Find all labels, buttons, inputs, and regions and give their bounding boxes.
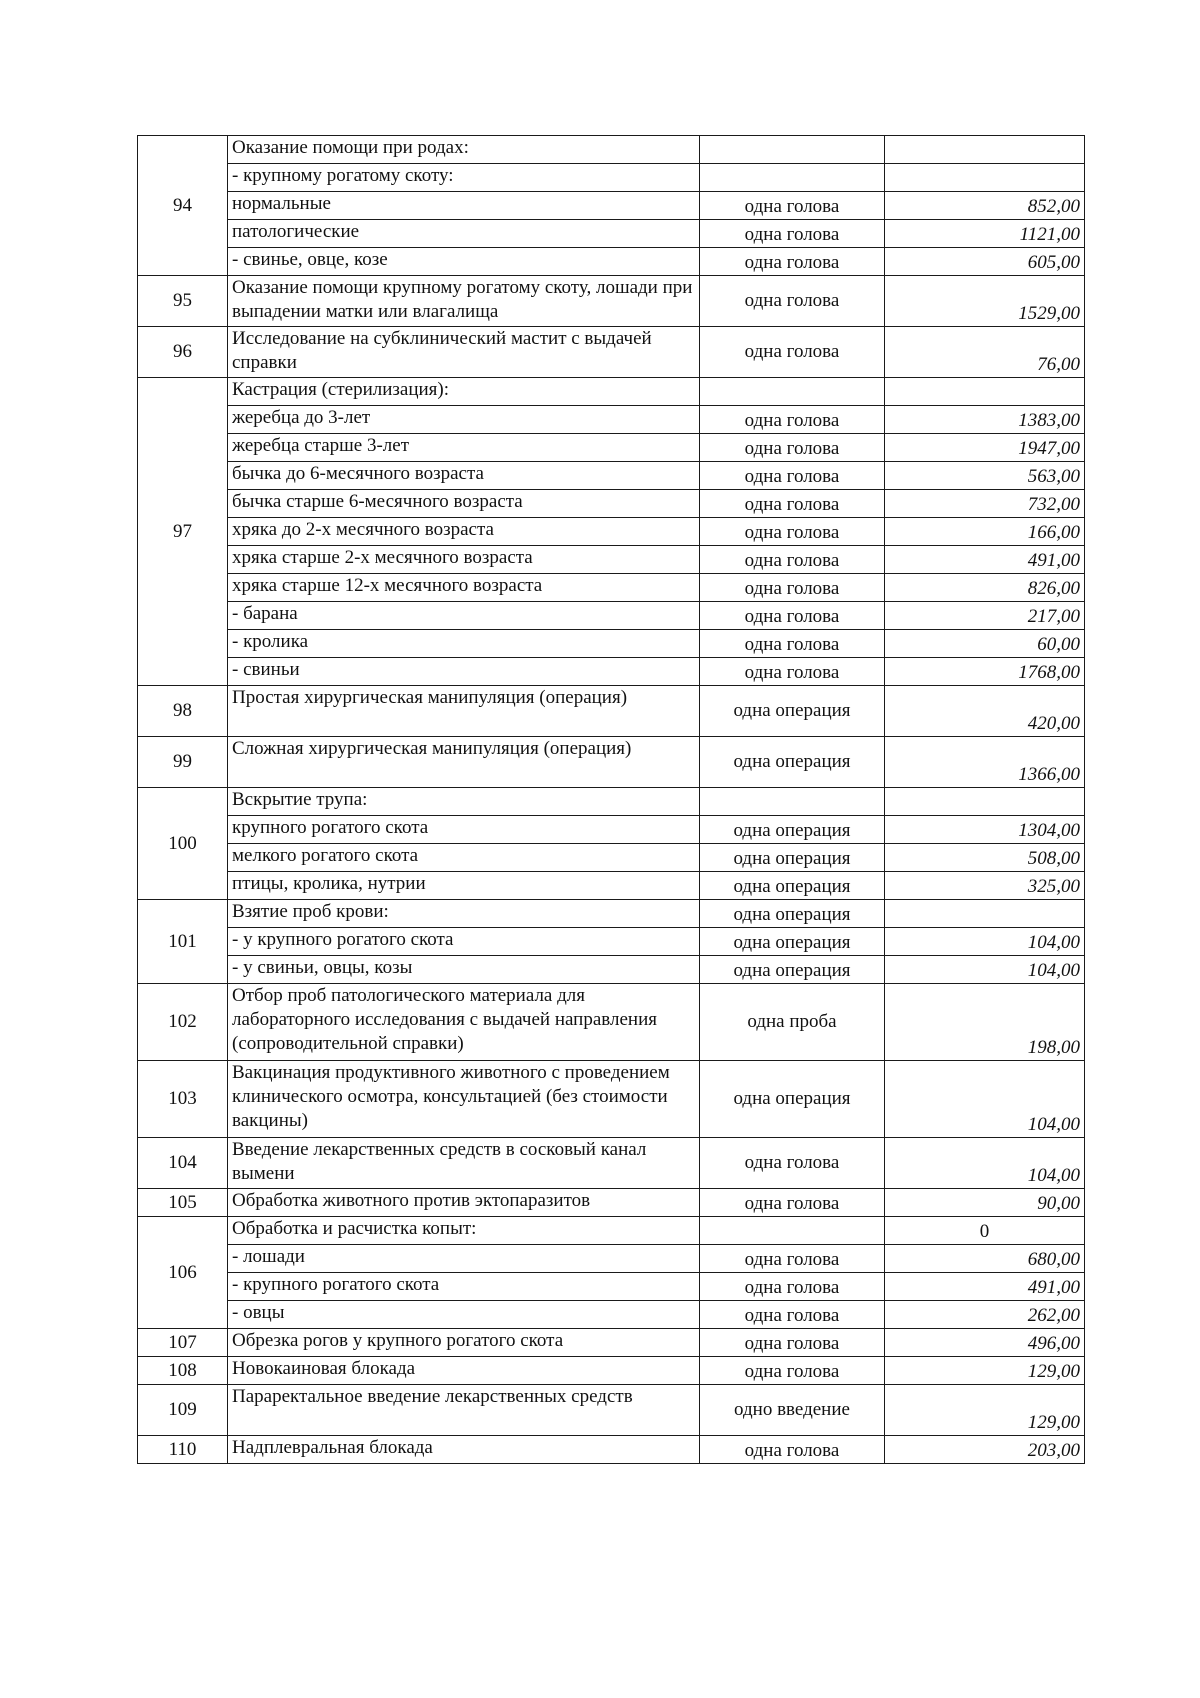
service-name: - крупному рогатому скоту: bbox=[228, 164, 700, 192]
service-name: Вскрытие трупа: bbox=[228, 788, 700, 816]
table-row bbox=[138, 276, 1085, 327]
price-cell: 166,00 bbox=[885, 518, 1085, 546]
service-name: Оказание помощи при родах: bbox=[228, 136, 700, 164]
table-row bbox=[138, 737, 1085, 788]
service-name: крупного рогатого скота bbox=[228, 816, 700, 844]
unit-cell: одна операция bbox=[700, 872, 885, 900]
unit-cell: одна голова bbox=[700, 1245, 885, 1273]
price-cell: 732,00 bbox=[885, 490, 1085, 518]
price-cell: 826,00 bbox=[885, 574, 1085, 602]
table-row bbox=[138, 1385, 1085, 1436]
table-row bbox=[138, 192, 1085, 220]
price-cell: 852,00 bbox=[885, 192, 1085, 220]
table-row bbox=[138, 220, 1085, 248]
price-cell: 0 bbox=[885, 1217, 1085, 1245]
row-number: 98 bbox=[138, 686, 228, 737]
unit-cell: одна операция bbox=[700, 686, 885, 737]
service-name: - свиньи bbox=[228, 658, 700, 686]
unit-cell: одна операция bbox=[700, 816, 885, 844]
price-cell: 76,00 bbox=[885, 327, 1085, 378]
unit-cell: одна операция bbox=[700, 1061, 885, 1138]
unit-cell: одна операция bbox=[700, 844, 885, 872]
unit-cell: одна голова bbox=[700, 574, 885, 602]
unit-cell: одна голова bbox=[700, 630, 885, 658]
service-name: - овцы bbox=[228, 1301, 700, 1329]
service-name: Обработка животного против эктопаразитов bbox=[228, 1189, 700, 1217]
service-name: - свинье, овце, козе bbox=[228, 248, 700, 276]
service-name: Взятие проб крови: bbox=[228, 900, 700, 928]
table-row bbox=[138, 928, 1085, 956]
unit-cell: одна операция bbox=[700, 900, 885, 928]
table-row bbox=[138, 164, 1085, 192]
service-name: - барана bbox=[228, 602, 700, 630]
service-name: Оказание помощи крупному рогатому скоту, лошади при выпадении матки или влагалища bbox=[228, 276, 700, 327]
unit-cell: одна голова bbox=[700, 602, 885, 630]
table-row bbox=[138, 518, 1085, 546]
row-number: 102 bbox=[138, 984, 228, 1061]
table-row bbox=[138, 1329, 1085, 1357]
table-row bbox=[138, 1189, 1085, 1217]
row-number: 109 bbox=[138, 1385, 228, 1436]
unit-cell bbox=[700, 136, 885, 164]
price-cell: 104,00 bbox=[885, 1138, 1085, 1189]
service-name: Вакцинация продуктивного животного с проведением клинического осмотра, консультацией (без стоимости вакцины) bbox=[228, 1061, 700, 1138]
service-name: бычка до 6-месячного возраста bbox=[228, 462, 700, 490]
price-cell: 1947,00 bbox=[885, 434, 1085, 462]
unit-cell: одна операция bbox=[700, 737, 885, 788]
price-cell: 491,00 bbox=[885, 1273, 1085, 1301]
unit-cell bbox=[700, 1217, 885, 1245]
unit-cell: одна голова bbox=[700, 1273, 885, 1301]
service-name: - кролика bbox=[228, 630, 700, 658]
table-row bbox=[138, 434, 1085, 462]
table-row bbox=[138, 602, 1085, 630]
unit-cell bbox=[700, 788, 885, 816]
unit-cell: одна голова bbox=[700, 658, 885, 686]
table-row bbox=[138, 686, 1085, 737]
service-name: - у крупного рогатого скота bbox=[228, 928, 700, 956]
price-cell: 1383,00 bbox=[885, 406, 1085, 434]
unit-cell: одна голова bbox=[700, 518, 885, 546]
price-cell: 129,00 bbox=[885, 1357, 1085, 1385]
unit-cell: одно введение bbox=[700, 1385, 885, 1436]
price-cell: 262,00 bbox=[885, 1301, 1085, 1329]
row-number: 101 bbox=[138, 900, 228, 984]
service-name: птицы, кролика, нутрии bbox=[228, 872, 700, 900]
row-number: 99 bbox=[138, 737, 228, 788]
service-name: Простая хирургическая манипуляция (операция) bbox=[228, 686, 700, 737]
service-name: Обработка и расчистка копыт: bbox=[228, 1217, 700, 1245]
price-cell bbox=[885, 164, 1085, 192]
price-cell: 203,00 bbox=[885, 1436, 1085, 1464]
table-row bbox=[138, 248, 1085, 276]
unit-cell bbox=[700, 378, 885, 406]
service-name: Кастрация (стерилизация): bbox=[228, 378, 700, 406]
unit-cell: одна голова bbox=[700, 220, 885, 248]
table-row bbox=[138, 984, 1085, 1061]
table-row bbox=[138, 788, 1085, 816]
price-cell: 1121,00 bbox=[885, 220, 1085, 248]
service-name: хряка старше 12-х месячного возраста bbox=[228, 574, 700, 602]
price-cell: 496,00 bbox=[885, 1329, 1085, 1357]
service-name: Исследование на субклинический мастит с выдачей справки bbox=[228, 327, 700, 378]
price-cell: 104,00 bbox=[885, 956, 1085, 984]
price-cell: 508,00 bbox=[885, 844, 1085, 872]
row-number: 104 bbox=[138, 1138, 228, 1189]
table-row bbox=[138, 1245, 1085, 1273]
unit-cell: одна голова bbox=[700, 327, 885, 378]
table-row bbox=[138, 490, 1085, 518]
table-row bbox=[138, 136, 1085, 164]
price-cell: 1366,00 bbox=[885, 737, 1085, 788]
service-name: Параректальное введение лекарственных средств bbox=[228, 1385, 700, 1436]
price-cell bbox=[885, 788, 1085, 816]
price-cell: 325,00 bbox=[885, 872, 1085, 900]
service-name: жеребца до 3-лет bbox=[228, 406, 700, 434]
unit-cell: одна голова bbox=[700, 406, 885, 434]
table-row bbox=[138, 956, 1085, 984]
unit-cell: одна голова bbox=[700, 1301, 885, 1329]
table-row bbox=[138, 1357, 1085, 1385]
price-cell: 104,00 bbox=[885, 1061, 1085, 1138]
table-row bbox=[138, 1217, 1085, 1245]
price-table-body bbox=[138, 136, 1085, 1464]
service-name: - крупного рогатого скота bbox=[228, 1273, 700, 1301]
table-row bbox=[138, 900, 1085, 928]
table-row bbox=[138, 630, 1085, 658]
price-cell: 90,00 bbox=[885, 1189, 1085, 1217]
table-row bbox=[138, 1061, 1085, 1138]
price-cell: 217,00 bbox=[885, 602, 1085, 630]
table-row bbox=[138, 462, 1085, 490]
service-name: хряка до 2-х месячного возраста bbox=[228, 518, 700, 546]
price-cell: 1304,00 bbox=[885, 816, 1085, 844]
table-row bbox=[138, 1436, 1085, 1464]
table-row bbox=[138, 816, 1085, 844]
unit-cell: одна голова bbox=[700, 462, 885, 490]
table-row bbox=[138, 546, 1085, 574]
table-row bbox=[138, 406, 1085, 434]
unit-cell: одна голова bbox=[700, 1138, 885, 1189]
service-name: Новокаиновая блокада bbox=[228, 1357, 700, 1385]
service-name: нормальные bbox=[228, 192, 700, 220]
unit-cell: одна голова bbox=[700, 546, 885, 574]
row-number: 106 bbox=[138, 1217, 228, 1329]
row-number: 103 bbox=[138, 1061, 228, 1138]
table-row bbox=[138, 378, 1085, 406]
table-row bbox=[138, 1301, 1085, 1329]
price-cell bbox=[885, 136, 1085, 164]
price-cell: 198,00 bbox=[885, 984, 1085, 1061]
unit-cell: одна голова bbox=[700, 1329, 885, 1357]
table-row bbox=[138, 872, 1085, 900]
row-number: 105 bbox=[138, 1189, 228, 1217]
table-row bbox=[138, 1138, 1085, 1189]
price-cell: 563,00 bbox=[885, 462, 1085, 490]
unit-cell: одна операция bbox=[700, 956, 885, 984]
price-cell: 104,00 bbox=[885, 928, 1085, 956]
unit-cell bbox=[700, 164, 885, 192]
service-name: мелкого рогатого скота bbox=[228, 844, 700, 872]
service-name: Надплевральная блокада bbox=[228, 1436, 700, 1464]
service-name: - лошади bbox=[228, 1245, 700, 1273]
unit-cell: одна голова bbox=[700, 276, 885, 327]
service-name: Обрезка рогов у крупного рогатого скота bbox=[228, 1329, 700, 1357]
unit-cell: одна голова bbox=[700, 1189, 885, 1217]
row-number: 95 bbox=[138, 276, 228, 327]
price-cell: 491,00 bbox=[885, 546, 1085, 574]
service-name: хряка старше 2-х месячного возраста bbox=[228, 546, 700, 574]
table-row bbox=[138, 1273, 1085, 1301]
price-cell bbox=[885, 900, 1085, 928]
table-row bbox=[138, 574, 1085, 602]
row-number: 97 bbox=[138, 378, 228, 686]
price-cell: 129,00 bbox=[885, 1385, 1085, 1436]
table-row bbox=[138, 844, 1085, 872]
row-number: 108 bbox=[138, 1357, 228, 1385]
unit-cell: одна операция bbox=[700, 928, 885, 956]
price-cell bbox=[885, 378, 1085, 406]
service-name: Введение лекарственных средств в сосковый канал вымени bbox=[228, 1138, 700, 1189]
service-name: патологические bbox=[228, 220, 700, 248]
service-name: бычка старше 6-месячного возраста bbox=[228, 490, 700, 518]
row-number: 94 bbox=[138, 136, 228, 276]
service-name: - у свиньи, овцы, козы bbox=[228, 956, 700, 984]
unit-cell: одна голова bbox=[700, 490, 885, 518]
unit-cell: одна голова bbox=[700, 1357, 885, 1385]
service-name: Отбор проб патологического материала для лабораторного исследования с выдачей направления (сопроводительной справки) bbox=[228, 984, 700, 1061]
service-name: Сложная хирургическая манипуляция (операция) bbox=[228, 737, 700, 788]
row-number: 107 bbox=[138, 1329, 228, 1357]
price-cell: 420,00 bbox=[885, 686, 1085, 737]
row-number: 110 bbox=[138, 1436, 228, 1464]
row-number: 96 bbox=[138, 327, 228, 378]
unit-cell: одна проба bbox=[700, 984, 885, 1061]
price-cell: 1768,00 bbox=[885, 658, 1085, 686]
unit-cell: одна голова bbox=[700, 434, 885, 462]
price-cell: 60,00 bbox=[885, 630, 1085, 658]
table-row bbox=[138, 327, 1085, 378]
table-row bbox=[138, 658, 1085, 686]
row-number: 100 bbox=[138, 788, 228, 900]
price-cell: 680,00 bbox=[885, 1245, 1085, 1273]
unit-cell: одна голова bbox=[700, 248, 885, 276]
unit-cell: одна голова bbox=[700, 192, 885, 220]
unit-cell: одна голова bbox=[700, 1436, 885, 1464]
price-cell: 1529,00 bbox=[885, 276, 1085, 327]
price-cell: 605,00 bbox=[885, 248, 1085, 276]
service-name: жеребца старше 3-лет bbox=[228, 434, 700, 462]
price-table bbox=[137, 135, 1085, 1464]
